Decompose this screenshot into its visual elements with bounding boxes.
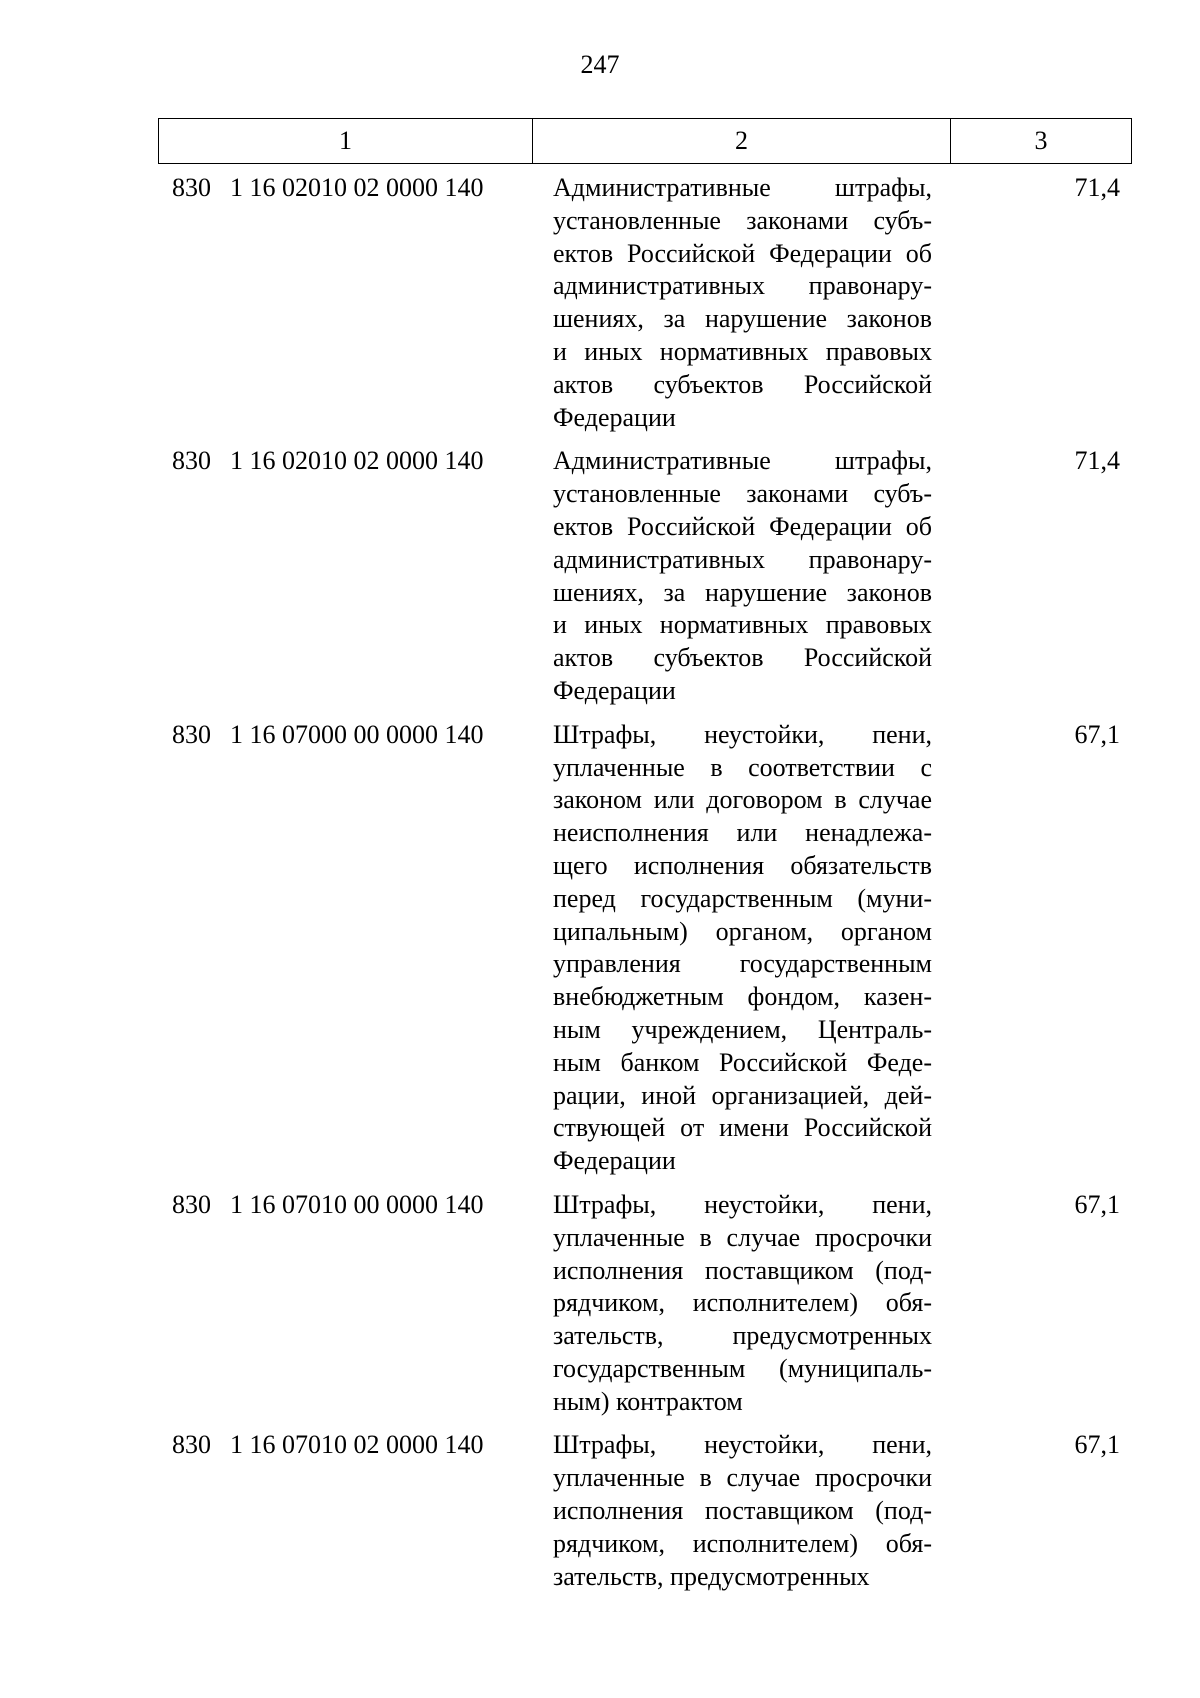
revenue-name-line: исполнения поставщиком (под-: [553, 1496, 932, 1526]
page-number: 247: [580, 50, 620, 79]
revenue-name-line: рации, иной организацией, дей-: [553, 1080, 932, 1110]
revenue-name-line: Федерации: [553, 402, 676, 432]
revenue-name-line: Федерации: [553, 675, 676, 705]
budget-code-cell: 1 16 07000 00 0000 140: [230, 719, 484, 749]
revenue-name-line: неисполнения или ненадлежа-: [553, 818, 932, 848]
budget-code-cell: 1 16 07010 02 0000 140: [230, 1430, 484, 1460]
revenue-name-line: установленные законами субъ-: [553, 479, 932, 509]
amount-cell: 67,1: [1074, 1430, 1120, 1460]
revenue-name-line: внебюджетным фондом, казен-: [553, 982, 932, 1012]
revenue-name-line: административных правонару-: [553, 544, 932, 574]
amount-cell: 67,1: [1074, 1189, 1120, 1219]
revenue-name-line: ектов Российской Федерации об: [553, 511, 932, 541]
revenue-name-line: и иных нормативных правовых: [553, 610, 932, 640]
revenue-name-line: актов субъектов Российской: [553, 369, 932, 399]
revenue-name-line: управления государственным: [553, 949, 932, 979]
admin-code-cell: 830: [172, 446, 211, 476]
admin-code-cell: 830: [172, 173, 211, 202]
amount-cell: 71,4: [1074, 446, 1120, 476]
revenue-name-line: ствующей от имени Российской: [553, 1113, 932, 1143]
revenue-name-line: Штрафы, неустойки, пени,: [553, 1189, 932, 1219]
revenue-name-cell: [532, 719, 950, 1178]
revenue-name-line: Штрафы, неустойки, пени,: [553, 719, 932, 749]
admin-code-cell: 830: [172, 719, 211, 749]
revenue-name-line: актов субъектов Российской: [553, 643, 932, 673]
revenue-name-line: Штрафы, неустойки, пени,: [553, 1430, 932, 1460]
table-row: [158, 445, 1132, 707]
revenue-name-line: ным) контрактом: [553, 1386, 743, 1416]
revenue-name-line: зательств, предусмотренных: [553, 1321, 932, 1351]
revenue-name-line: шениях, за нарушение законов: [553, 577, 932, 607]
budget-code-cell: 1 16 07010 00 0000 140: [230, 1189, 484, 1219]
table-row: [158, 1429, 1132, 1593]
revenue-name-line: административных правонару-: [553, 271, 932, 301]
budget-code-cell: 1 16 02010 02 0000 140: [230, 173, 484, 202]
amount-cell: 67,1: [1074, 719, 1120, 749]
table-row: [158, 719, 1132, 1178]
revenue-name-line: уплаченные в случае просрочки: [553, 1222, 932, 1252]
table-row: [158, 172, 1132, 434]
revenue-name-line: рядчиком, исполнителем) обя-: [553, 1528, 932, 1558]
revenue-name-cell: [532, 445, 950, 707]
revenue-name-line: исполнения поставщиком (под-: [553, 1255, 932, 1285]
revenue-name-line: рядчиком, исполнителем) обя-: [553, 1288, 932, 1318]
revenue-name-line: государственным (муниципаль-: [553, 1353, 932, 1383]
admin-code-cell: 830: [172, 1189, 211, 1219]
revenue-name-line: зательств, предусмотренных: [553, 1561, 870, 1591]
revenue-name-cell: [532, 1189, 950, 1419]
revenue-name-line: уплаченные в соответствии с: [553, 752, 932, 782]
revenue-name-line: установленные законами субъ-: [553, 205, 932, 235]
revenue-name-line: щего исполнения обязательств: [553, 850, 932, 880]
table-header: [158, 118, 1132, 164]
revenue-name-line: Административные штрафы,: [553, 446, 932, 476]
revenue-name-cell: [532, 1429, 950, 1593]
amount-cell: 71,4: [1074, 173, 1120, 202]
revenue-name-line: ным учреждением, Централь-: [553, 1014, 932, 1044]
revenue-name-line: ектов Российской Федерации об: [553, 238, 932, 268]
revenue-name-cell: [532, 172, 950, 434]
revenue-name-line: перед государственным (муни-: [553, 883, 932, 913]
table-body: [158, 172, 1132, 1604]
revenue-name-line: законом или договором в случае: [553, 785, 932, 815]
column-header-2: 2: [533, 119, 951, 163]
column-header-3: 3: [1034, 126, 1048, 155]
revenue-name-line: Федерации: [553, 1146, 676, 1176]
revenue-name-line: уплаченные в случае просрочки: [553, 1463, 932, 1493]
table-row: [158, 1189, 1132, 1419]
revenue-name-line: и иных нормативных правовых: [553, 336, 932, 366]
revenue-name-line: ным банком Российской Феде-: [553, 1047, 932, 1077]
revenue-name-line: шениях, за нарушение законов: [553, 304, 932, 334]
column-header-1: 1: [159, 119, 533, 163]
budget-code-cell: 1 16 02010 02 0000 140: [230, 446, 484, 476]
revenue-name-line: ципальным) органом, органом: [553, 916, 932, 946]
revenue-name-line: Административные штрафы,: [553, 173, 932, 202]
admin-code-cell: 830: [172, 1430, 211, 1460]
